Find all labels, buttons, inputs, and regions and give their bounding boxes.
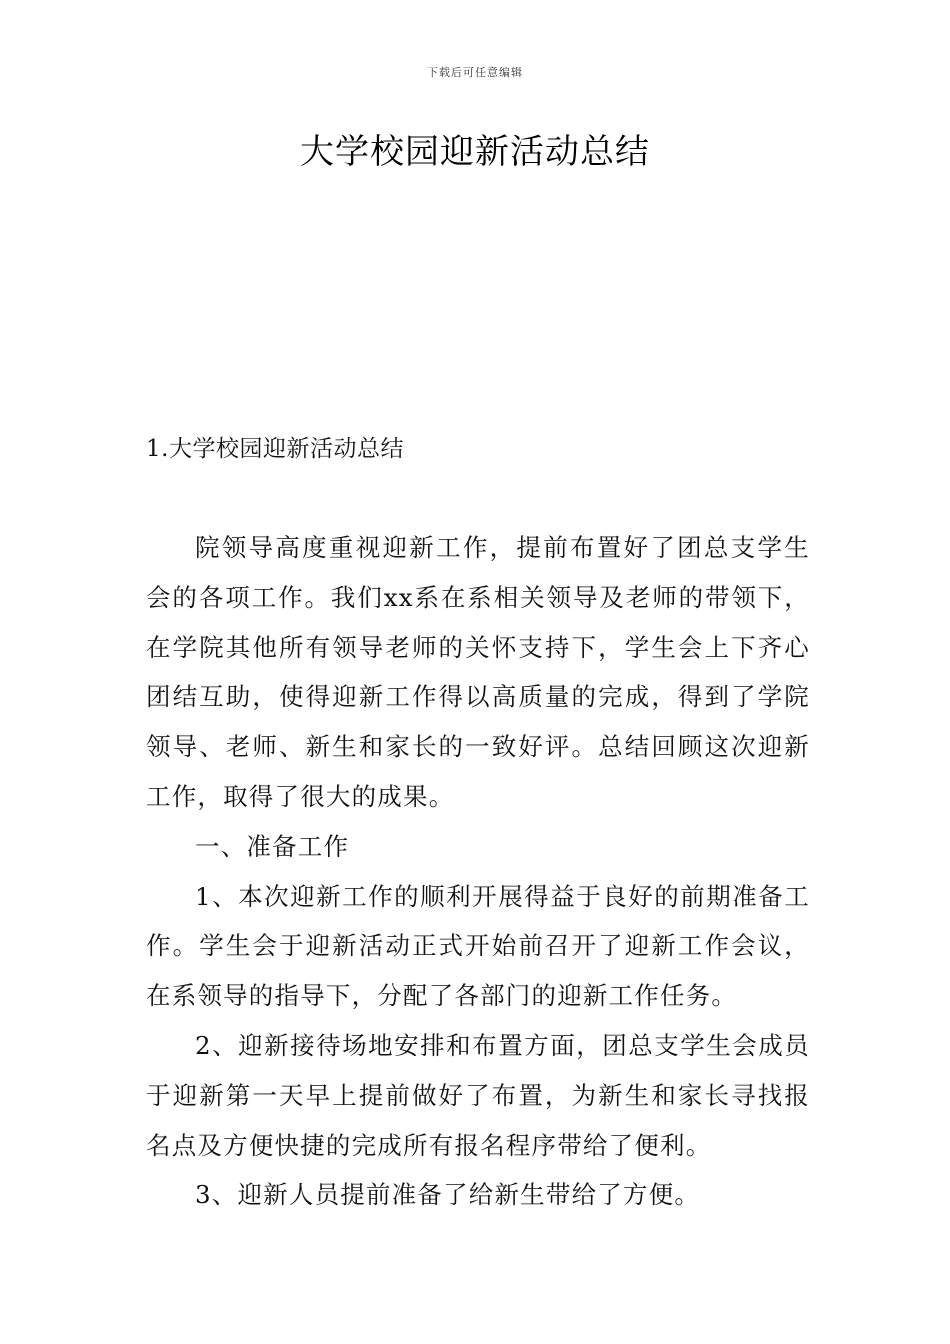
document-title: 大学校园迎新活动总结 — [300, 132, 650, 172]
section-heading: 1.大学校园迎新活动总结 — [146, 436, 404, 462]
header-note: 下载后可任意编辑 — [427, 66, 523, 79]
paragraph-item-2: 2、迎新接待场地安排和布置方面，团总支学生会成员于迎新第一天早上提前做好了布置，为新生和家长寻找报名点及方便快捷的完成所有报名程序带给了便利。 — [146, 1030, 810, 1160]
paragraph-item-3: 3、迎新人员提前准备了给新生带给了方便。 — [195, 1180, 701, 1210]
paragraph-preparation-heading: 一、准备工作 — [195, 831, 350, 861]
paragraph-intro: 院领导高度重视迎新工作，提前布置好了团总支学生会的各项工作。我们xx系在系相关领导及老师的带领下，在学院其他所有领导老师的关怀支持下，学生会上下齐心团结互助，使得迎新工作得以高质量的完成，得到了学院领导、老师、新生和家长的一致好评。总结回顾这次迎新工作，取得了很大的成果。 — [146, 533, 810, 811]
document-body — [146, 523, 810, 1220]
paragraph-item-1: 1、本次迎新工作的顺利开展得益于良好的前期准备工作。学生会于迎新活动正式开始前召开了迎新工作会议，在系领导的指导下，分配了各部门的迎新工作任务。 — [146, 881, 810, 1011]
